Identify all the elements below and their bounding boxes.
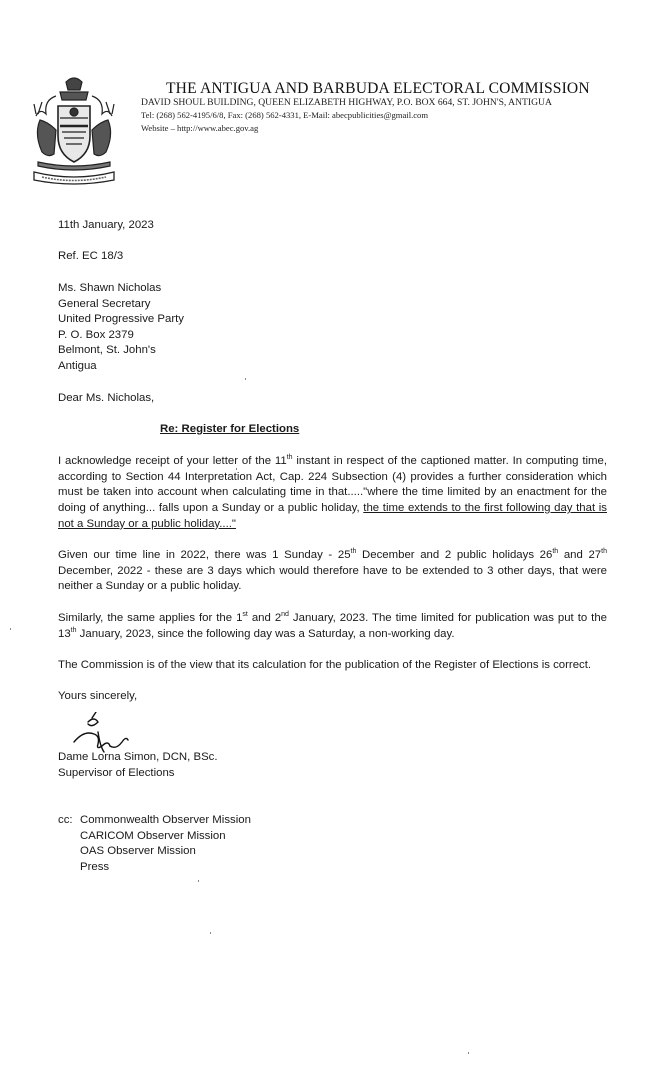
cc-label: cc: [58, 814, 73, 826]
letter-date: 11th January, 2023 [58, 219, 154, 231]
reference-number: Ref. EC 18/3 [58, 250, 124, 262]
cc-item: Press [80, 860, 110, 873]
scan-speck [10, 628, 11, 630]
letterhead-website: Website – http://www.abec.gov.ag [141, 123, 259, 133]
letterhead-address: DAVID SHOUL BUILDING, QUEEN ELIZABETH HIGHWAY, P.O. BOX 664, ST. JOHN'S, ANTIGUA [141, 97, 552, 108]
body-paragraph-4: The Commission is of the view that its calculation for the publication of the Register of Elections is correct. [58, 659, 592, 671]
letterhead-contact: Tel: (268) 562-4195/6/8, Fax: (268) 562-4331, E-Mail: abecpublicities@gmail.com [141, 110, 429, 120]
recipient-title: General Secretary [58, 297, 151, 310]
quoted-provision: the time extends to the first following day that is not a Sunday or a public holiday...." [58, 502, 607, 530]
recipient-name: Ms. Shawn Nicholas [58, 282, 162, 294]
recipient-country: Antigua [58, 359, 97, 372]
body-paragraph-2: Given our time line in 2022, there was 1 Sunday - 25th December and 2 public holidays 26th and 27th December, 2022 - these are 3 days which would therefore have to be extended to 3 other days, that were neither a Sunday or a public holiday. [58, 548, 607, 593]
recipient-address-block [58, 281, 184, 374]
recipient-organization: United Progressive Party [58, 313, 184, 325]
cc-item: OAS Observer Mission [80, 845, 196, 857]
closing: Yours sincerely, [58, 690, 138, 702]
recipient-city: Belmont, St. John's [58, 344, 156, 356]
cc-item: Commonwealth Observer Mission [80, 814, 251, 826]
signatory-title: Supervisor of Elections [58, 766, 175, 779]
salutation: Dear Ms. Nicholas, [58, 392, 155, 404]
scan-speck [245, 378, 246, 380]
recipient-po-box: P. O. Box 2379 [58, 328, 134, 341]
scan-speck [236, 468, 237, 470]
letterhead-organization: THE ANTIGUA AND BARBUDA ELECTORAL COMMISSION [166, 80, 590, 97]
scan-speck [210, 932, 211, 934]
signatory-name: Dame Lorna Simon, DCN, BSc. [58, 751, 218, 763]
signature-block [58, 750, 218, 781]
body-paragraph-3: Similarly, the same applies for the 1st and 2nd January, 2023. The time limited for publication was put to the 13th January, 2023, since the following day was a Saturday, a non-working day. [58, 611, 607, 640]
cc-item: CARICOM Observer Mission [80, 829, 226, 842]
coat-of-arms-icon [26, 74, 122, 186]
scan-speck [468, 1052, 469, 1054]
scan-speck [198, 880, 199, 882]
body-paragraph-1: I acknowledge receipt of your letter of the 11th instant in respect of the captioned matter. In computing time, according to Section 44 Interpretation Act, Cap. 224 Subsection (4) provides a further consideration which must be taken into account when calculating time in that....."where the time limited by an enactment for the doing of anything... falls upon a Sunday or a public holiday, the time extends to the first following day that is not a Sunday or a public holiday...." [58, 454, 607, 530]
subject-line: Re: Register for Elections [160, 423, 300, 435]
cc-list [80, 813, 251, 875]
